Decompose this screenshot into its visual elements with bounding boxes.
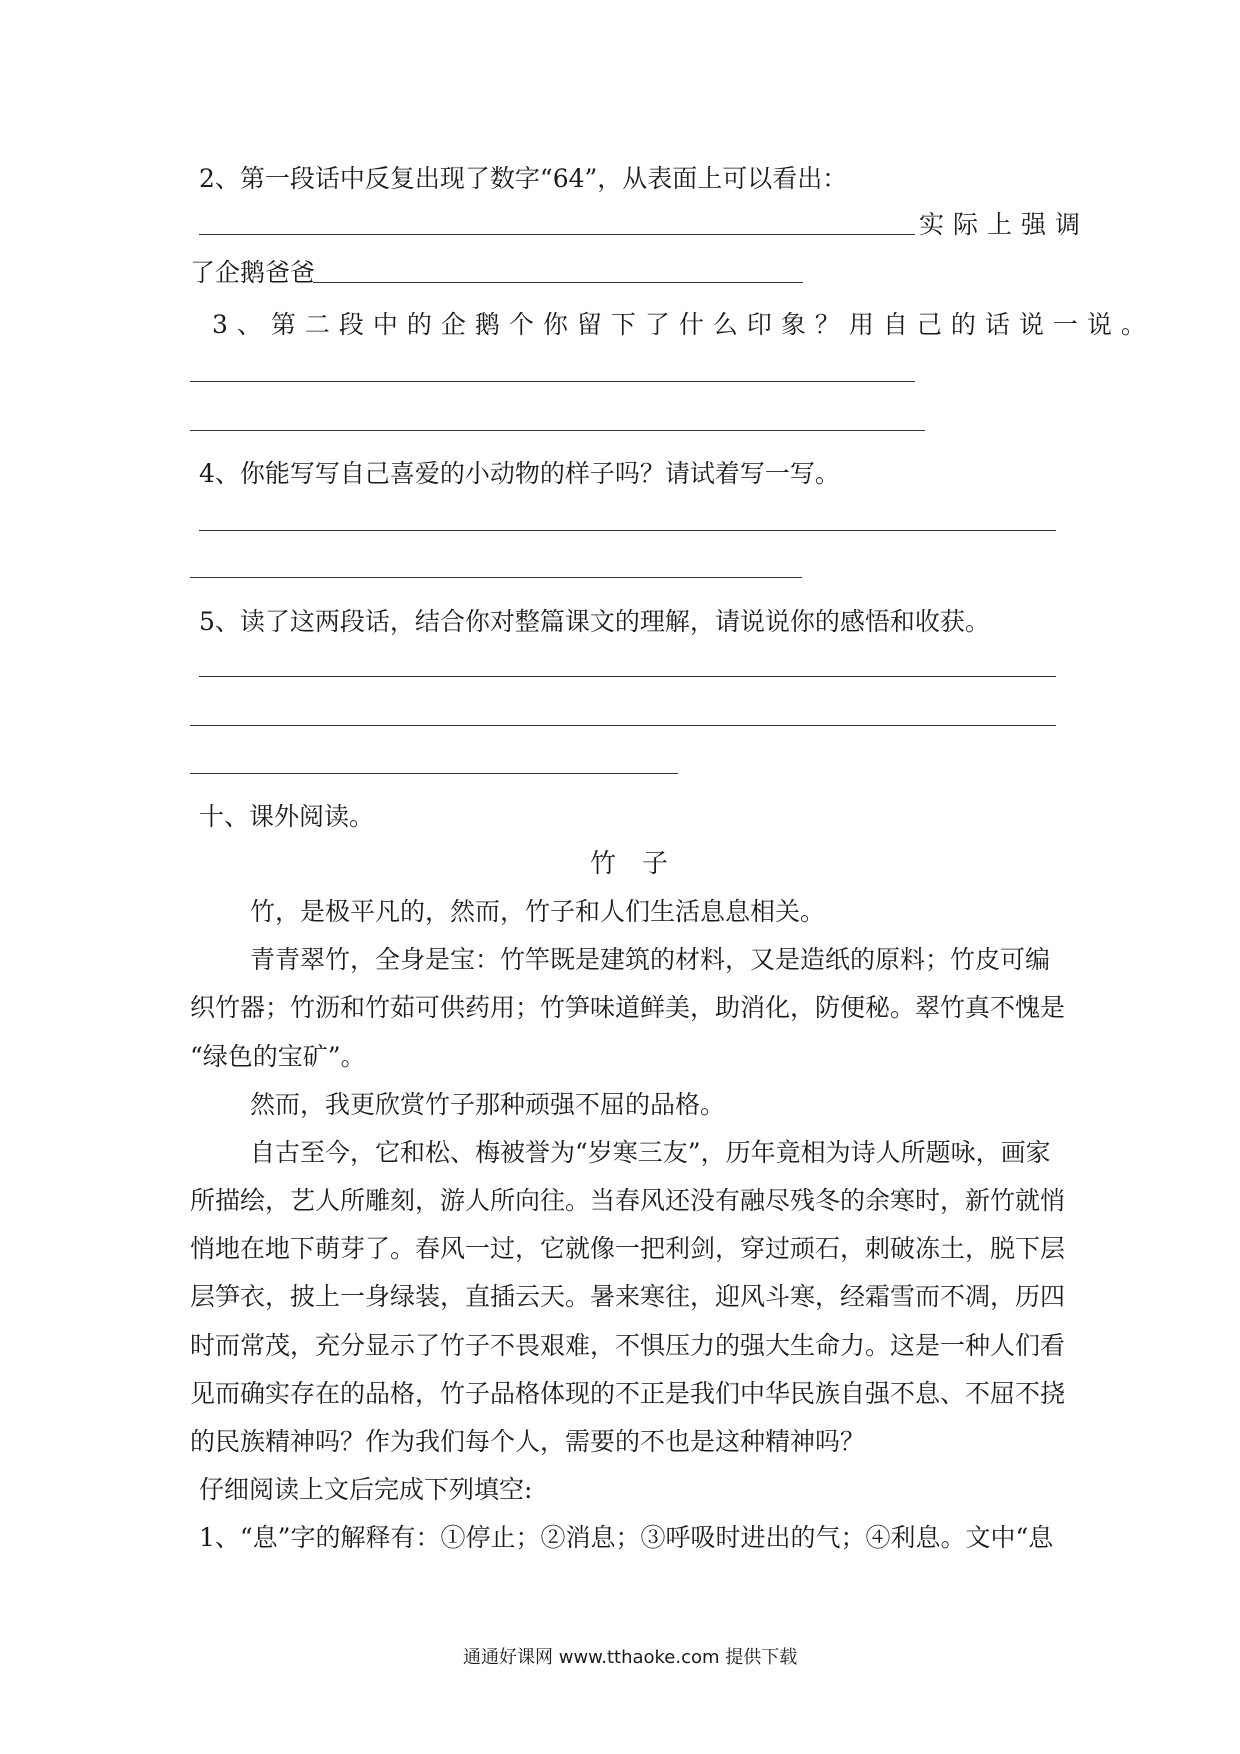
passage-title: 竹 子 [590,849,669,879]
passage-paragraph-2-line-1: 青青翠竹，全身是宝：竹竿既是建筑的材料，又是造纸的原料；竹皮可编 [250,945,1051,974]
passage-paragraph-3: 然而，我更欣赏竹子那种顽强不屈的品格。 [250,1090,726,1119]
passage-paragraph-4-line-4: 层笋衣，披上一身绿装，直插云天。暑来寒往，迎风斗寒，经霜雪而不凋，历四 [190,1282,1066,1311]
question-5-prompt: 5、读了这两段话，结合你对整篇课文的理解，请说说你的感悟和收获。 [199,607,990,636]
answer-line-q3-a[interactable] [190,381,915,382]
answer-line-q5-c[interactable] [190,773,678,774]
passage-paragraph-4-line-3: 悄地在地下萌芽了。春风一过，它就像一把利剑，穿过顽石，刺破冻土，脱下层 [190,1234,1066,1263]
passage-paragraph-1: 竹，是极平凡的，然而，竹子和人们生活息息相关。 [250,897,826,926]
passage-paragraph-4-line-5: 时而常茂，充分显示了竹子不畏艰难，不惧压力的强大生命力。这是一种人们看 [190,1331,1066,1360]
question-3-prompt: 3、第二段中的企鹅个你留下了什么印象？用自己的话说一说。 [212,310,1155,339]
passage-paragraph-2-line-2: 织竹器；竹沥和竹茹可供药用；竹笋味道鲜美，助消化，防便秘。翠竹真不愧是 [190,993,1066,1022]
answer-line-q2-b[interactable] [313,282,803,283]
passage-paragraph-4-line-1: 自古至今，它和松、梅被誉为“岁寒三友”，历年竟相为诗人所题咏，画家 [250,1138,1051,1167]
answer-line-q2-a[interactable] [199,234,915,235]
answer-line-q5-a[interactable] [199,676,1056,677]
passage-paragraph-4-line-7: 的民族精神吗？作为我们每个人，需要的不也是这种精神吗？ [190,1427,866,1456]
question-2-continuation: 了企鹅爸爸 [190,258,316,287]
passage-paragraph-2-line-3: “绿色的宝矿”。 [190,1042,366,1071]
question-2-prompt: 2、第一段话中反复出现了数字“64”，从表面上可以看出： [199,164,848,193]
question-2-tail: 实际上强调 [919,210,1090,239]
answer-line-q4-b[interactable] [190,577,802,578]
page-footer: 通通好课网 www.tthaoke.com 提供下载 [463,1647,798,1668]
passage-paragraph-4-line-2: 所描绘，艺人所雕刻，游人所向往。当春风还没有融尽残冬的余寒时，新竹就悄 [190,1186,1066,1215]
answer-line-q3-b[interactable] [190,430,925,431]
answer-line-q4-a[interactable] [199,530,1056,531]
question-4-prompt: 4、你能写写自己喜爱的小动物的样子吗？请试着写一写。 [199,459,840,488]
answer-line-q5-b[interactable] [190,725,1056,726]
task-1: 1、“息”字的解释有：①停止；②消息；③呼吸时进出的气；④利息。文中“息 [199,1523,1054,1552]
section-heading: 十、课外阅读。 [199,802,375,831]
passage-paragraph-4-line-6: 见而确实存在的品格，竹子品格体现的不正是我们中华民族自强不息、不屈不挠 [190,1379,1066,1408]
tasks-intro: 仔细阅读上文后完成下列填空: [199,1475,533,1504]
